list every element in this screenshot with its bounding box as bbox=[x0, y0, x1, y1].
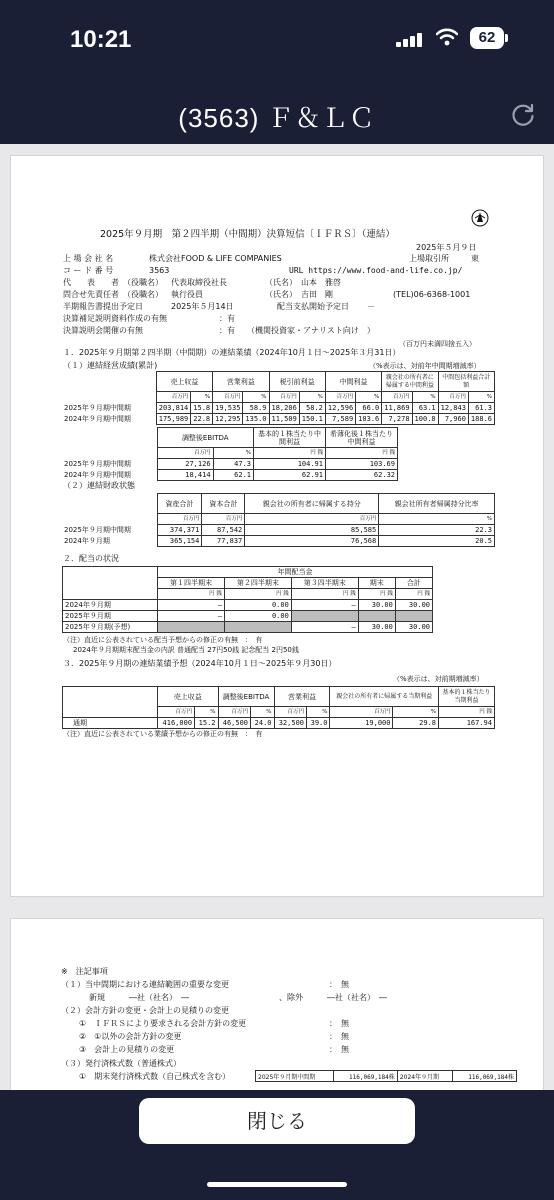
cell: 19,000 bbox=[330, 718, 393, 729]
battery-icon: 62 bbox=[470, 27, 504, 49]
supp-value: ：有 bbox=[219, 314, 235, 323]
financial-position-table bbox=[62, 493, 495, 547]
dividend-date-value: － bbox=[367, 302, 375, 311]
cell: 77,837 bbox=[202, 536, 245, 547]
row-label: 2025年９月期中間期 bbox=[62, 525, 157, 536]
cell: 103.69 bbox=[326, 459, 398, 470]
cell: 0.00 bbox=[224, 611, 291, 622]
cell: 7,589 bbox=[325, 414, 355, 425]
unit-label: 円 銭 bbox=[358, 589, 395, 600]
cell: 63.1 bbox=[412, 403, 438, 414]
cell: 30.00 bbox=[358, 600, 395, 611]
cell: 2025年９月期中間期 bbox=[256, 1071, 334, 1082]
ops-header: 親会社の所有者に帰属する中間利益 bbox=[382, 372, 438, 392]
cell: 27,126 bbox=[157, 459, 213, 470]
forecast-header: 営業利益 bbox=[274, 687, 330, 707]
forecast-table bbox=[62, 686, 495, 729]
unit-label: 百万円 bbox=[158, 707, 195, 718]
cell: 58.9 bbox=[243, 403, 269, 414]
table-row bbox=[62, 525, 495, 536]
cell: 22.8 bbox=[191, 414, 213, 425]
company-logo bbox=[471, 209, 489, 227]
unit-label: % bbox=[213, 448, 253, 459]
cellular-signal-icon bbox=[396, 33, 426, 47]
cell: 62.91 bbox=[254, 470, 326, 481]
unit-label: 円 銭 bbox=[326, 448, 398, 459]
nav-title: (3563) Ｆ＆ＬＣ bbox=[178, 103, 376, 133]
cell: 103.6 bbox=[356, 414, 382, 425]
cell: 116,069,184株 bbox=[453, 1071, 517, 1082]
note-sub-3-value: ： 無 bbox=[329, 1045, 349, 1054]
fin-header: 親会社所有者帰属持分比率 bbox=[379, 494, 495, 514]
cell: 18,206 bbox=[269, 403, 299, 414]
meeting-label: 決算説明会開催の有無 bbox=[63, 326, 143, 335]
forecast-header: 調整後EBITDA bbox=[218, 687, 274, 707]
table-row bbox=[62, 414, 495, 425]
unit-label: 百万円 bbox=[245, 514, 379, 525]
cell bbox=[158, 622, 225, 633]
section1-sub1-note: （%表示は、対前年中間期増減率） bbox=[369, 362, 481, 370]
bottom-bar bbox=[0, 1090, 554, 1200]
ops-header: 営業利益 bbox=[213, 372, 269, 392]
ops-header: 中間包括利益合計額 bbox=[438, 372, 494, 392]
unit-label: 百万円 bbox=[438, 392, 468, 403]
note-excl-line: 、除外 ―社（社名） ― bbox=[279, 993, 387, 1002]
cell: 12,295 bbox=[213, 414, 243, 425]
battery-nub bbox=[505, 34, 508, 42]
cell: 100.8 bbox=[412, 414, 438, 425]
cell: 104.91 bbox=[254, 459, 326, 470]
close-button[interactable]: 閉じる bbox=[139, 1098, 415, 1144]
unit-label: 円 銭 bbox=[439, 707, 495, 718]
table-row bbox=[256, 1071, 517, 1082]
cell: 15.2 bbox=[195, 718, 218, 729]
section1-sub1: （１）連結経営成績(累計) bbox=[63, 361, 158, 370]
unit-label: 百万円 bbox=[330, 707, 393, 718]
unit-label: 百万円 bbox=[157, 514, 202, 525]
cell: 61.3 bbox=[468, 403, 494, 414]
row-label: 2024年９月期 bbox=[62, 536, 157, 547]
cell: 39.0 bbox=[307, 718, 330, 729]
unit-label: 百万円 bbox=[274, 707, 307, 718]
nav-bar bbox=[0, 84, 554, 144]
cell: 24.0 bbox=[251, 718, 274, 729]
cell: 2024年９月期 bbox=[397, 1071, 453, 1082]
cell: 29.8 bbox=[393, 718, 439, 729]
unit-label: % bbox=[412, 392, 438, 403]
rep-name: （氏名） 山本 雅啓 bbox=[265, 278, 341, 287]
cell: ― bbox=[291, 600, 358, 611]
cell: 167.94 bbox=[439, 718, 495, 729]
ops-header: 税引前利益 bbox=[269, 372, 325, 392]
table-row bbox=[62, 536, 495, 547]
cell: 76,568 bbox=[245, 536, 379, 547]
cell: 46,500 bbox=[218, 718, 251, 729]
shares-table bbox=[255, 1070, 517, 1082]
doc-date: 2025年５月９日 bbox=[416, 243, 477, 252]
unit-label: 百万円 bbox=[213, 392, 243, 403]
note-item-3-sub: ① 期末発行済株式数（自己株式を含む） bbox=[79, 1072, 231, 1081]
table-row bbox=[63, 718, 495, 729]
cell: 416,000 bbox=[158, 718, 195, 729]
ebitda-eps-table bbox=[62, 427, 398, 481]
fin-header: 親会社の所有者に帰属する持分 bbox=[245, 494, 379, 514]
dividend-header: 第２四半期末 bbox=[224, 578, 291, 589]
unit-label: % bbox=[251, 707, 274, 718]
report-date-value: 2025年５月14日 bbox=[171, 302, 234, 311]
status-time: 10:21 bbox=[70, 26, 132, 53]
ebitda-header: 希薄化後１株当たり中間利益 bbox=[326, 428, 398, 448]
cell: 15.8 bbox=[191, 403, 213, 414]
pdf-page-2 bbox=[10, 918, 544, 1090]
unit-label: % bbox=[468, 392, 494, 403]
unit-label: 円 銭 bbox=[291, 589, 358, 600]
cell: 365,154 bbox=[157, 536, 202, 547]
note-sub-3: ③ 会計上の見積りの変更 bbox=[79, 1045, 175, 1054]
rep-title: 代表取締役社長 bbox=[171, 278, 227, 287]
forecast-header: 売上収益 bbox=[158, 687, 219, 707]
dividend-group-header: 年間配当金 bbox=[158, 567, 433, 578]
home-indicator[interactable] bbox=[207, 1182, 347, 1187]
cell: ― bbox=[291, 622, 358, 633]
note-item-2: （２）会計方針の変更・会計上の見積りの変更 bbox=[61, 1006, 229, 1015]
company-label: 上 場 会 社 名 bbox=[63, 254, 114, 263]
ebitda-header: 調整後EBITDA bbox=[157, 428, 254, 448]
cell: 22.3 bbox=[379, 525, 495, 536]
section1-sub2: （２）連結財政状態 bbox=[63, 481, 135, 490]
cell bbox=[224, 622, 291, 633]
table-row bbox=[62, 403, 495, 414]
operating-results-table bbox=[62, 371, 495, 425]
contact-tel: (TEL)06-6368-1001 bbox=[393, 290, 471, 299]
cell: 11,869 bbox=[382, 403, 412, 414]
forecast-header: 基本的１株当たり当期利益 bbox=[439, 687, 495, 707]
code-label: コ ー ド 番 号 bbox=[63, 266, 114, 275]
contact-name: （氏名） 吉田 剛 bbox=[265, 290, 333, 299]
note-item-1: （１）当中間期における連結範囲の重要な変更 bbox=[61, 980, 229, 989]
unit-label: 円 銭 bbox=[395, 589, 432, 600]
unit-label: 百万円 bbox=[202, 514, 245, 525]
cell: 87,542 bbox=[202, 525, 245, 536]
section2-title: ２．配当の状況 bbox=[63, 554, 119, 563]
cell: 58.2 bbox=[299, 403, 325, 414]
note-sub-1: ① ＩＦＲＳにより要求される会計方針の変更 bbox=[79, 1019, 247, 1028]
row-label: 2024年９月期中間期 bbox=[62, 414, 156, 425]
cell: 11,509 bbox=[269, 414, 299, 425]
row-label: 2025年９月期中間期 bbox=[62, 459, 157, 470]
rounding-note: （百万円未満四捨五入） bbox=[399, 340, 476, 348]
table-row bbox=[63, 600, 433, 611]
cell: 7,278 bbox=[382, 414, 412, 425]
cell: 47.3 bbox=[213, 459, 253, 470]
row-label: 2024年９月期 bbox=[63, 600, 158, 611]
pdf-viewer[interactable] bbox=[0, 144, 554, 1090]
cell: 135.0 bbox=[243, 414, 269, 425]
cell: 85,585 bbox=[245, 525, 379, 536]
cell: ― bbox=[158, 600, 225, 611]
table-row bbox=[62, 459, 398, 470]
reload-icon[interactable] bbox=[510, 102, 536, 128]
doc-title: 2025年９月期 第２四半期（中間期）決算短信〔ＩＦＲＳ〕（連結） bbox=[100, 229, 395, 240]
code-value: 3563 bbox=[149, 266, 170, 275]
cell: 30.00 bbox=[358, 622, 395, 633]
unit-label: % bbox=[356, 392, 382, 403]
unit-label: 円 銭 bbox=[158, 589, 225, 600]
cell: 66.0 bbox=[356, 403, 382, 414]
cell: 30.00 bbox=[395, 600, 432, 611]
dividend-date-label: 配当支払開始予定日 bbox=[277, 302, 349, 311]
unit-label: 百万円 bbox=[325, 392, 355, 403]
cell: 19,535 bbox=[213, 403, 243, 414]
fin-header: 資本合計 bbox=[202, 494, 245, 514]
row-label: 2025年９月期(予想) bbox=[63, 622, 158, 633]
cell: 62.32 bbox=[326, 470, 398, 481]
unit-label: % bbox=[307, 707, 330, 718]
wifi-icon bbox=[436, 28, 458, 46]
notes-heading: ※ 注記事項 bbox=[61, 967, 108, 976]
unit-label: % bbox=[243, 392, 269, 403]
ops-header: 中間利益 bbox=[325, 372, 381, 392]
unit-label: 円 銭 bbox=[254, 448, 326, 459]
unit-label: 百万円 bbox=[269, 392, 299, 403]
dividend-table bbox=[62, 566, 433, 633]
cell: 18,414 bbox=[157, 470, 213, 481]
company-name: 株式会社FOOD & LIFE COMPANIES bbox=[149, 254, 282, 263]
cell: 150.1 bbox=[299, 414, 325, 425]
cell: 175,989 bbox=[156, 414, 191, 425]
unit-label: % bbox=[393, 707, 439, 718]
section3-note: （%表示は、対前期増減率） bbox=[393, 675, 484, 683]
unit-label: 百万円 bbox=[218, 707, 251, 718]
forecast-header: 親会社の所有者に帰属する当期利益 bbox=[330, 687, 439, 707]
note-sub-2-value: ： 無 bbox=[329, 1032, 349, 1041]
row-label: 2025年９月期中間期 bbox=[62, 403, 156, 414]
exchange-label: 上場取引所 bbox=[409, 254, 449, 263]
meeting-value: ：有 （機関投資家・アナリスト向け ） bbox=[219, 326, 375, 335]
cell: 188.6 bbox=[468, 414, 494, 425]
note-new-line: 新規 ―社（社名） ― bbox=[89, 993, 189, 1002]
table-row bbox=[62, 470, 398, 481]
pdf-page-1 bbox=[10, 155, 544, 897]
unit-label: 百万円 bbox=[156, 392, 191, 403]
unit-label: % bbox=[195, 707, 218, 718]
forecast-note: （注）直近に公表されている業績予想からの修正の有無 ： 有 bbox=[63, 730, 263, 738]
ebitda-header: 基本的１株当たり中間利益 bbox=[254, 428, 326, 448]
cell: 32,500 bbox=[274, 718, 307, 729]
fin-header: 資産合計 bbox=[157, 494, 202, 514]
dividend-note-1: （注）直近に公表されている配当予想からの修正の有無 ： 有 bbox=[63, 636, 263, 644]
supp-label: 決算補足説明資料作成の有無 bbox=[63, 314, 167, 323]
note-item-3: （３）発行済株式数（普通株式） bbox=[61, 1059, 181, 1068]
unit-label: % bbox=[379, 514, 495, 525]
cell bbox=[395, 611, 432, 622]
dividend-header: 第１四半期末 bbox=[158, 578, 225, 589]
dividend-header: 合計 bbox=[395, 578, 432, 589]
cell: 374,371 bbox=[157, 525, 202, 536]
unit-label: 百万円 bbox=[157, 448, 213, 459]
cell: 30.00 bbox=[395, 622, 432, 633]
unit-label: % bbox=[299, 392, 325, 403]
cell: 116,069,184株 bbox=[334, 1071, 398, 1082]
unit-label: % bbox=[191, 392, 213, 403]
row-label: 2024年９月期中間期 bbox=[62, 470, 157, 481]
rep-label: 代 表 者 （役職名） bbox=[63, 278, 163, 287]
table-row bbox=[63, 622, 433, 633]
cell: 62.1 bbox=[213, 470, 253, 481]
cell: 7,960 bbox=[438, 414, 468, 425]
note-sub-2: ② ①以外の会計方針の変更 bbox=[79, 1032, 182, 1041]
table-row bbox=[63, 611, 433, 622]
cell bbox=[291, 611, 358, 622]
unit-label: 百万円 bbox=[382, 392, 412, 403]
cell: 0.00 bbox=[224, 600, 291, 611]
exchange-value: 東 bbox=[471, 254, 479, 263]
cell: ― bbox=[158, 611, 225, 622]
note-item-1-value: ： 無 bbox=[329, 980, 349, 989]
cell: 20.5 bbox=[379, 536, 495, 547]
cell: 203,814 bbox=[156, 403, 191, 414]
dividend-header: 第３四半期末 bbox=[291, 578, 358, 589]
contact-label: 問合せ先責任者 （役職名） bbox=[63, 290, 163, 299]
ops-header: 売上収益 bbox=[156, 372, 212, 392]
dividend-header: 期末 bbox=[358, 578, 395, 589]
status-bar bbox=[0, 0, 554, 84]
section3-title: ３．2025年９月期の連結業績予想（2024年10月１日～2025年９月30日） bbox=[63, 659, 337, 668]
section1-title: １．2025年９月期第２四半期（中間期）の連結業績（2024年10月１日～2025年３月31日） bbox=[63, 348, 401, 357]
row-label: 2025年９月期 bbox=[63, 611, 158, 622]
report-date-label: 半期報告書提出予定日 bbox=[63, 302, 143, 311]
row-label: 通期 bbox=[63, 718, 158, 729]
company-url: URL https://www.food-and-life.co.jp/ bbox=[289, 266, 463, 275]
note-sub-1-value: ： 無 bbox=[329, 1019, 349, 1028]
cell: 12,596 bbox=[325, 403, 355, 414]
contact-title: 執行役員 bbox=[171, 290, 203, 299]
unit-label: 円 銭 bbox=[224, 589, 291, 600]
dividend-note-2: 2024年９月期期末配当金の内訳 普通配当 27円50銭 記念配当 2円50銭 bbox=[73, 646, 299, 654]
cell bbox=[358, 611, 395, 622]
cell: 12,843 bbox=[438, 403, 468, 414]
